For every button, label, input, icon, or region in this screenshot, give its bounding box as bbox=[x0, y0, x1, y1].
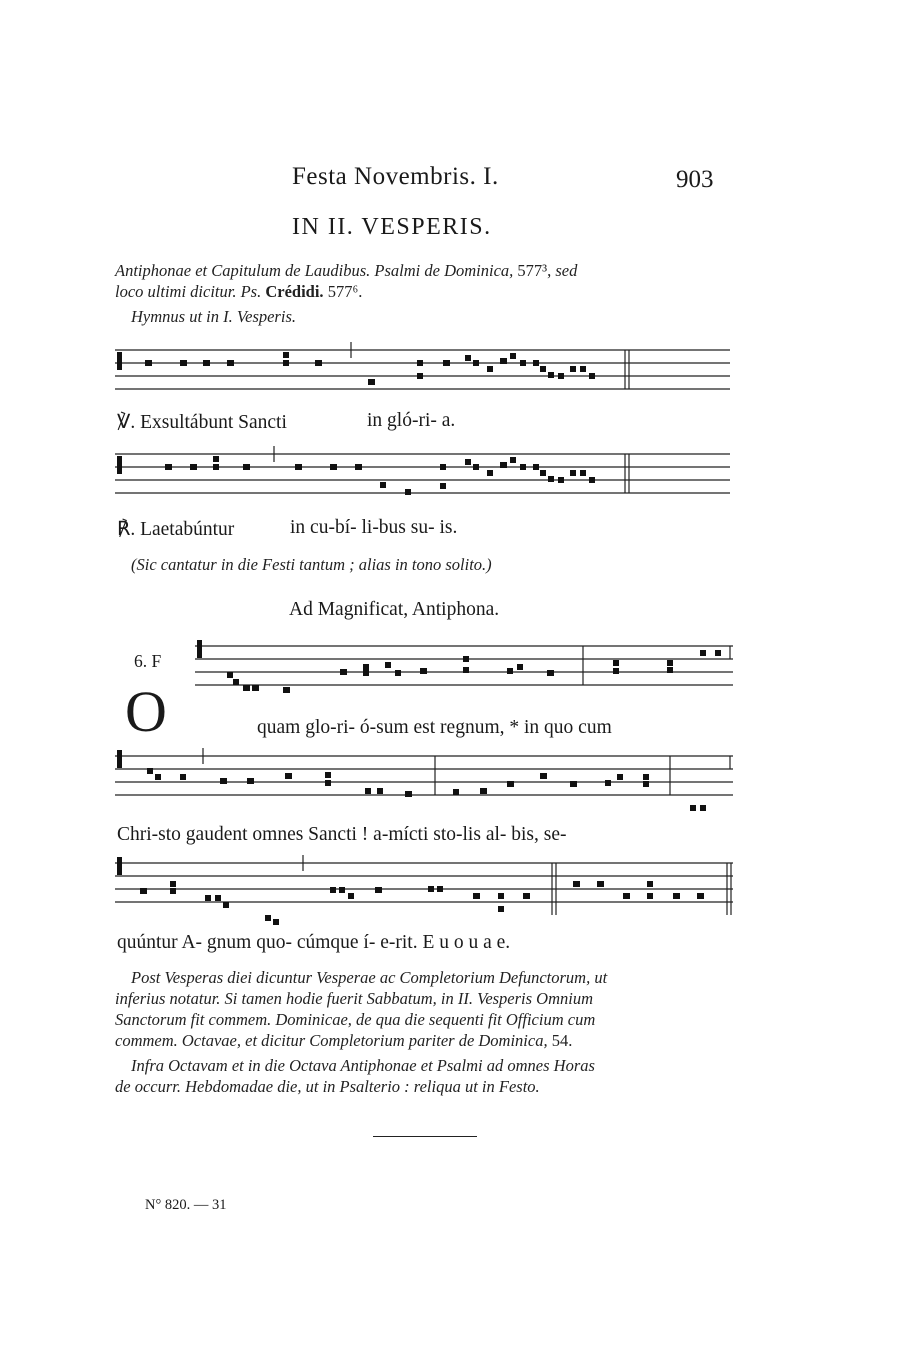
rubric-text: loco ultimi dicitur. Ps. bbox=[115, 282, 262, 301]
running-title: Festa Novembris. I. bbox=[292, 163, 499, 190]
rubric-antiphonae bbox=[115, 260, 735, 302]
rubric-infra-octavam bbox=[115, 1055, 735, 1097]
rubric-text: sed bbox=[555, 261, 578, 280]
footer-signature: N° 820. — 31 bbox=[145, 1197, 227, 1213]
rubric-line: Sanctorum fit commem. Dominicae, de qua die sequenti fit Officium cum bbox=[115, 1010, 596, 1029]
rubric-hymnus: Hymnus ut in I. Vesperis. bbox=[131, 307, 296, 326]
antiphon-heading: Ad Magnificat, Antiphona. bbox=[289, 599, 500, 620]
versicle-lyric-2: in gló-ri- a. bbox=[367, 410, 456, 431]
rubric-post-vesperas bbox=[115, 967, 735, 1051]
section-title: IN II. VESPERIS. bbox=[292, 214, 492, 240]
rubric-line: Infra Octavam et in die Octava Antiphonae et Psalmi ad omnes Horas bbox=[131, 1056, 595, 1075]
chant-staff-response bbox=[115, 446, 735, 518]
response-lyric-1: ℟. Laetabúntur bbox=[117, 519, 235, 540]
antiphon-lyric-line-2: Chri-sto gaudent omnes Sancti ! a-mícti sto-lis al- bis, se- bbox=[117, 824, 567, 845]
chant-staff-antiphon-1 bbox=[195, 638, 740, 710]
section-divider bbox=[373, 1136, 477, 1137]
mode-label: 6. F bbox=[134, 651, 162, 671]
rubric-line: inferius notatur. Si tamen hodie fuerit Sabbatum, in II. Vesperis Omnium bbox=[115, 989, 594, 1008]
page-number: 903 bbox=[676, 166, 714, 193]
rubric-line: commem. Octavae, et dicitur Completorium pariter de Dominica, bbox=[115, 1031, 548, 1050]
versicle-lyric-1: ℣. Exsultábunt Sancti bbox=[117, 412, 287, 433]
page-ref: 54. bbox=[551, 1031, 573, 1050]
page-ref: 577⁶. bbox=[327, 282, 363, 301]
rubric-sic-cantatur: (Sic cantatur in die Festi tantum ; alias in tono solito.) bbox=[131, 555, 492, 574]
page-ref: 577³, bbox=[517, 261, 552, 280]
rubric-line: Post Vesperas diei dicuntur Vesperae ac Completorium Defunctorum, ut bbox=[131, 968, 608, 987]
initial-letter: O bbox=[125, 679, 167, 744]
psalm-name: Crédidi. bbox=[265, 282, 324, 301]
chant-staff-versicle bbox=[115, 342, 735, 414]
chant-staff-antiphon-2 bbox=[115, 748, 740, 820]
chant-staff-antiphon-3 bbox=[115, 855, 740, 927]
antiphon-lyric-line-3: quúntur A- gnum quo- cúmque í- e-rit. E u o u a e. bbox=[117, 932, 511, 953]
antiphon-lyric-line-1: quam glo-ri- ó-sum est regnum, * in quo cum bbox=[257, 717, 612, 738]
response-lyric-2: in cu-bí- li-bus su- is. bbox=[290, 517, 458, 538]
rubric-text: Antiphonae et Capitulum de Laudibus. Psalmi de Dominica, bbox=[115, 261, 514, 280]
rubric-line: de occurr. Hebdomadae die, ut in Psalterio : reliqua ut in Festo. bbox=[115, 1077, 540, 1096]
